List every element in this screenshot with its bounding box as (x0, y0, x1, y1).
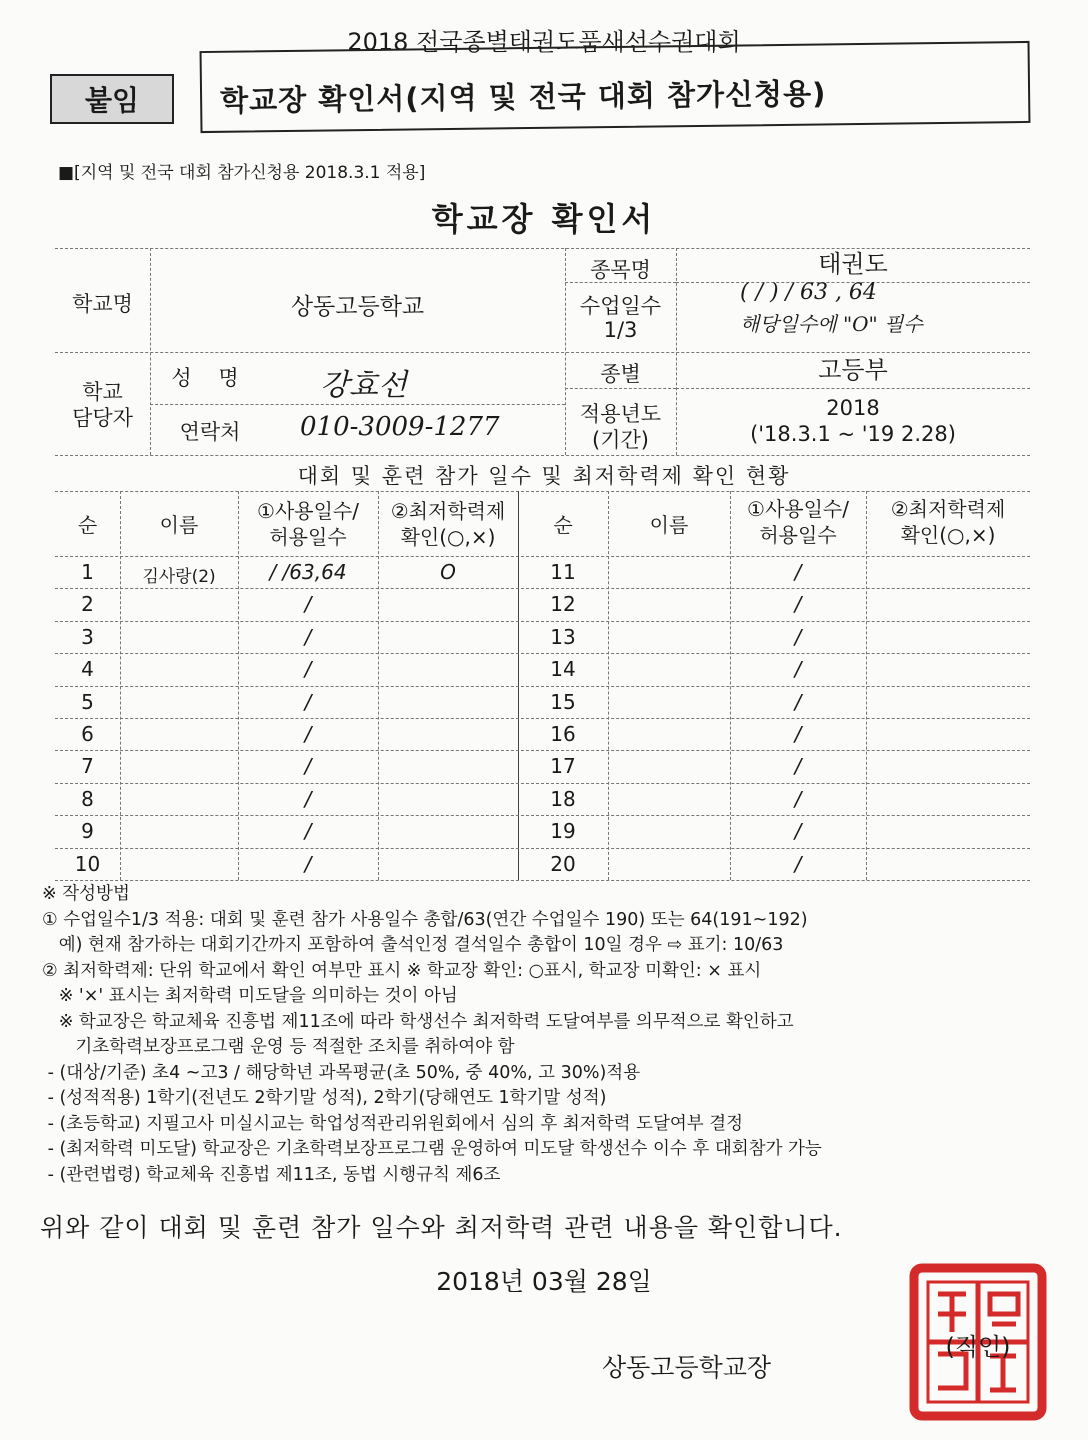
application-note: ■[지역 및 전국 대회 참가신청용 2018.3.1 적용] (58, 163, 426, 183)
row-days: / (304, 624, 312, 649)
method-line: ※ 학교장은 학교체육 진흥법 제11조에 따라 학생선수 최저학력 도달여부를 의무적으로 확인하고 (42, 1011, 794, 1032)
header-days: ①사용일수/ 허용일수 (257, 499, 359, 549)
header-no: 순 (77, 513, 98, 537)
method-line: 기초학력보장프로그램 운영 등 적절한 조치를 취하여야 함 (42, 1037, 515, 1057)
writing-methods (42, 882, 1042, 1188)
class-days-ratio-label: 1/3 (603, 318, 638, 342)
official-seal-icon (908, 1262, 1048, 1422)
method-line: - (관련법령) 학교체육 진흥법 제11조, 동법 시행규칙 제6조 (42, 1164, 501, 1185)
header-name-right: 이름 (649, 513, 689, 537)
method-line: ① 수업일수1/3 적용: 대회 및 훈련 참가 사용일수 총합/63(연간 수업일수 190) 또는 64(191~192) (42, 909, 808, 930)
document-title: 학교장 확인서 (431, 200, 657, 238)
division-value: 고등부 (818, 356, 888, 384)
header-min: ②최저학력제 확인(○,×) (390, 499, 506, 549)
method-line: - (대상/기준) 초4 ~고3 / 해당학년 과목평균(초 50%, 중 40%, 고 30%)적용 (42, 1062, 641, 1083)
row-no-right: 13 (550, 624, 576, 649)
row-days: / /63,64 (269, 560, 347, 584)
row-days: / (304, 722, 312, 746)
method-line: ※ '×' 표시는 최저학력 미도달을 의미하는 것이 아님 (42, 986, 458, 1006)
contact-label: 연락처 (179, 420, 241, 444)
method-line: - (최저학력 미도달) 학교장은 기초학력보장프로그램 운영하여 미도달 학생선수 이수 후 대회참가 가능 (42, 1139, 822, 1159)
method-line: 예) 현재 참가하는 대회기간까지 포함하여 출석인정 결석일수 총합이 10일 경우 ⇨ 표기: 10/63 (42, 935, 784, 955)
year-label: 적용년도 (579, 402, 662, 426)
row-days-right: / (794, 722, 802, 746)
name-label: 성 명 (171, 366, 239, 390)
period-value: ('18.3.1 ~ '19 2.28) (750, 422, 956, 446)
row-days: / (304, 851, 312, 876)
heading-text: 학교장 확인서(지역 및 전국 대회 참가신청용) (219, 76, 827, 118)
year-label-2: (기간) (592, 428, 649, 452)
row-no: 5 (81, 689, 94, 714)
row-days: / (304, 819, 312, 844)
row-no: 4 (81, 657, 94, 682)
manager-label-2: 담당자 (72, 406, 133, 430)
row-days-right: / (794, 624, 802, 649)
row-days-right: / (794, 657, 802, 682)
row-days: / (304, 754, 312, 779)
row-no: 9 (81, 819, 94, 844)
header-name: 이름 (159, 513, 199, 537)
row-no: 2 (81, 592, 94, 617)
method-line: ② 최저학력제: 단위 학교에서 확인 여부만 표시 ※ 학교장 확인: ○표시, 학교장 미확인: × 표시 (42, 960, 762, 981)
row-days: / (304, 657, 312, 682)
event-title: 2018 전국종별태권도품새선수권대회 (347, 28, 741, 56)
division-label: 종별 (600, 362, 641, 386)
attachment-badge (50, 74, 174, 124)
row-days: / (304, 786, 312, 811)
row-no-right: 16 (550, 722, 576, 746)
row-no: 8 (81, 786, 94, 811)
row-days-right: / (794, 754, 802, 779)
row-name: 김사랑(2) (142, 567, 216, 587)
header-days-right: ①사용일수/ 허용일수 (747, 497, 849, 547)
row-no-right: 19 (550, 819, 576, 844)
row-days-right: / (794, 560, 802, 584)
principal-signature: 상동고등학교장 (602, 1353, 772, 1382)
manager-label: 학교 (82, 380, 123, 404)
row-no: 7 (81, 754, 94, 779)
confirmation-text: 위와 같이 대회 및 훈련 참가 일수와 최저학력 관련 내용을 확인합니다. (40, 1213, 843, 1242)
method-line: - (초등학교) 지필고사 미실시교는 학업성적관리위원회에서 심의 후 최저학력 도달여부 결정 (42, 1113, 744, 1134)
row-no-right: 18 (550, 786, 576, 811)
row-check: O (440, 560, 456, 584)
row-days-right: / (794, 851, 802, 876)
header-no-right: 순 (553, 513, 573, 537)
sport-label: 종목명 (590, 258, 651, 282)
school-name-value: 상동고등학교 (290, 294, 425, 320)
contact-value: 010-3009-1277 (300, 412, 500, 442)
row-days-right: / (794, 819, 802, 844)
row-no-right: 14 (550, 657, 576, 682)
row-days: / (304, 689, 312, 714)
year-value: 2018 (826, 396, 880, 420)
row-days: / (304, 592, 312, 617)
row-no: 1 (81, 560, 94, 584)
row-no: 3 (81, 624, 94, 649)
row-days-right: / (794, 689, 802, 714)
row-no-right: 17 (550, 754, 576, 779)
seal-mark: (직인) (945, 1333, 1011, 1361)
class-days-note: 해당일수에 "O" 필수 (740, 312, 923, 336)
class-days-value: ( / ) / 63 , 64 (740, 280, 877, 305)
row-no: 6 (81, 722, 94, 746)
table-title: 대회 및 훈련 참가 일수 및 최저학력제 확인 현황 (297, 464, 791, 488)
row-days-right: / (794, 592, 802, 617)
row-no-right: 20 (550, 851, 576, 876)
row-no-right: 11 (550, 560, 576, 584)
row-no-right: 12 (550, 592, 576, 617)
method-line: ※ 작성방법 (42, 884, 130, 904)
attachment-badge-label: 붙임 (84, 84, 140, 117)
school-name-label: 학교명 (72, 292, 133, 316)
class-days-label: 수업일수 (579, 294, 662, 318)
manager-name-value: 강효선 (320, 368, 407, 403)
sport-value: 태권도 (818, 250, 888, 278)
header-min-right: ②최저학력제 확인(○,×) (890, 497, 1006, 547)
method-line: - (성적적용) 1학기(전년도 2학기말 성적), 2학기(당해연도 1학기말 성적) (42, 1088, 607, 1108)
heading-box (200, 41, 1031, 133)
row-no-right: 15 (550, 689, 576, 714)
issue-date: 2018년 03월 28일 (436, 1267, 652, 1296)
row-days-right: / (794, 786, 802, 811)
row-no: 10 (74, 851, 101, 876)
